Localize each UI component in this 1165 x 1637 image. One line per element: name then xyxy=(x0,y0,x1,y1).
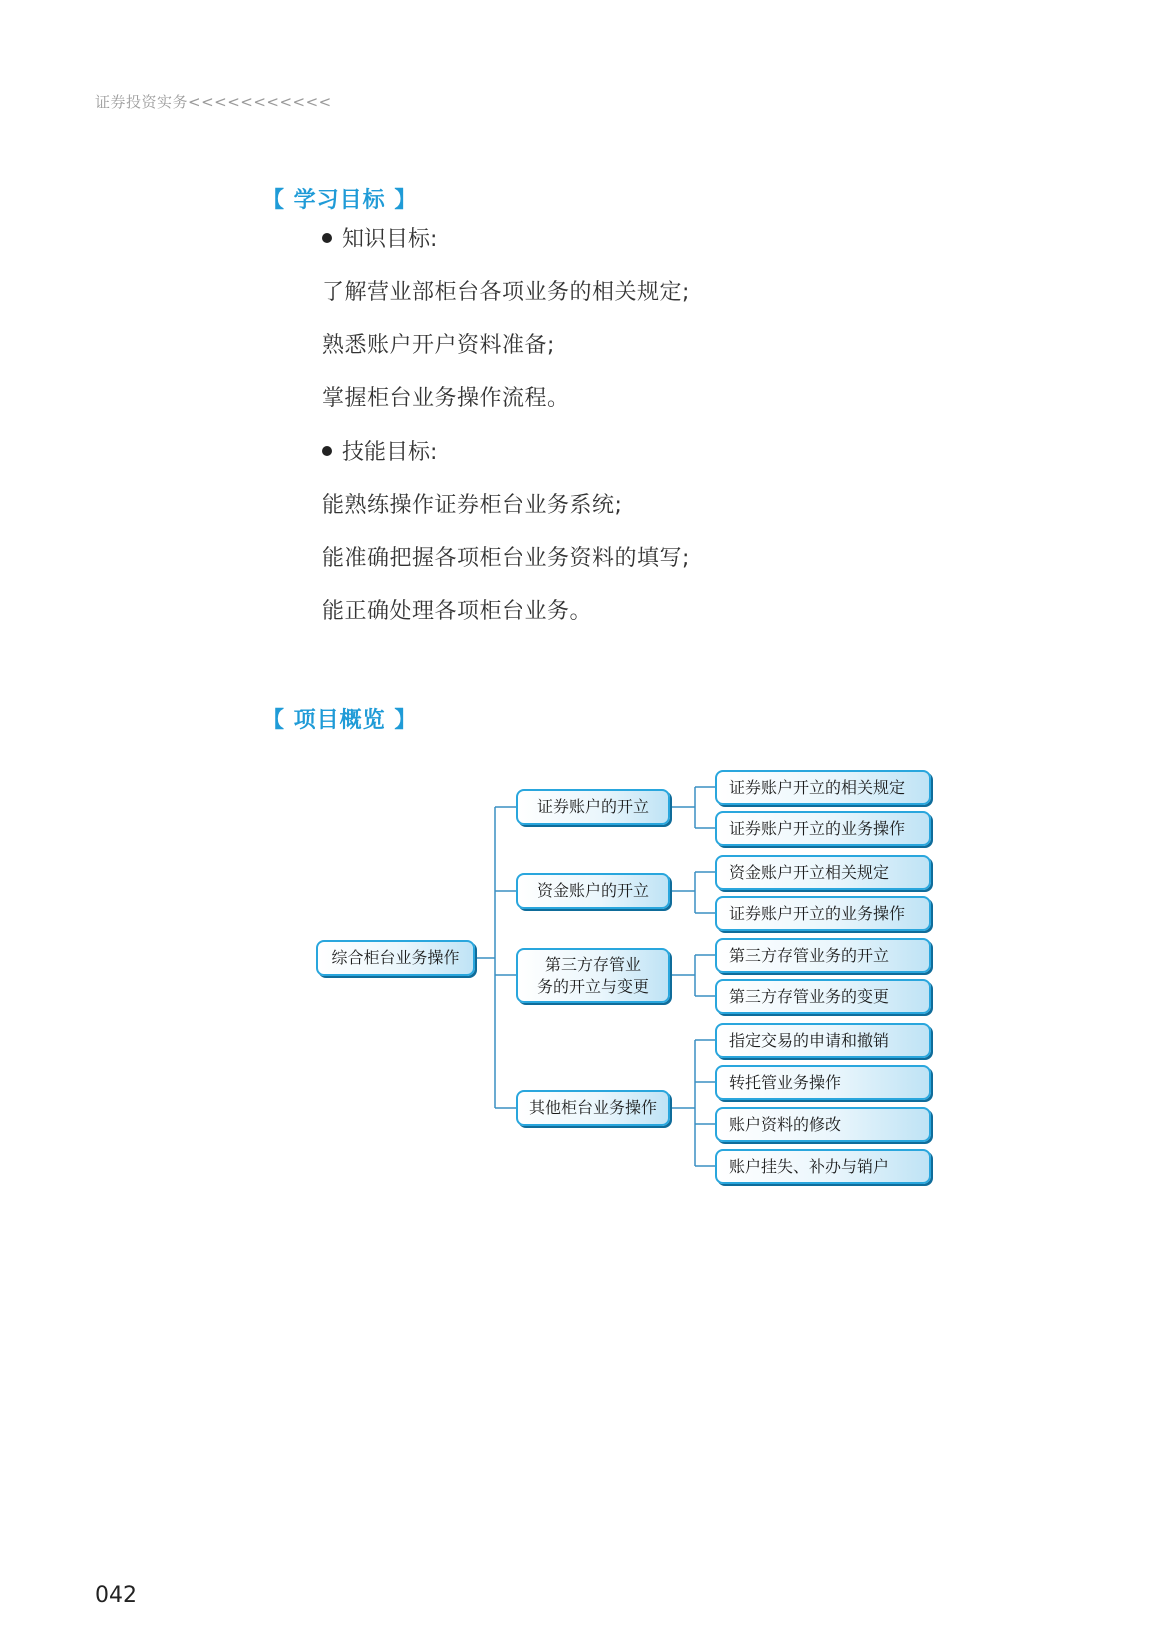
leaf-node: 账户资料的修改 xyxy=(715,1107,931,1142)
learning-goals-title: 【 学习目标 】 xyxy=(262,188,418,213)
branch-node-line: 务的开立与变更 xyxy=(536,976,649,996)
skill-goals-label: 技能目标: xyxy=(342,440,438,465)
page-number: 042 xyxy=(95,1583,137,1608)
leaf-node: 证券账户开立的业务操作 xyxy=(715,811,931,846)
leaf-node: 第三方存管业务的变更 xyxy=(715,979,931,1014)
skill-goal-item: 能熟练操作证券柜台业务系统; xyxy=(322,493,623,518)
skill-goal-item: 能正确处理各项柜台业务。 xyxy=(322,599,593,624)
leaf-node: 第三方存管业务的开立 xyxy=(715,938,931,973)
overview-title: 【 项目概览 】 xyxy=(262,708,418,733)
branch-node: 证券账户的开立 xyxy=(516,789,670,825)
knowledge-goals-label: 知识目标: xyxy=(342,227,438,252)
knowledge-goal-item: 熟悉账户开户资料准备; xyxy=(322,333,555,358)
leaf-node: 指定交易的申请和撤销 xyxy=(715,1023,931,1058)
leaf-node: 证券账户开立的相关规定 xyxy=(715,770,931,805)
branch-node: 资金账户的开立 xyxy=(516,873,670,909)
knowledge-goal-item: 掌握柜台业务操作流程。 xyxy=(322,386,570,411)
knowledge-goal-item: 了解营业部柜台各项业务的相关规定; xyxy=(322,280,690,305)
branch-node: 其他柜台业务操作 xyxy=(516,1090,670,1126)
knowledge-goals-heading xyxy=(322,222,437,253)
leaf-node: 转托管业务操作 xyxy=(715,1065,931,1100)
root-node: 综合柜台业务操作 xyxy=(316,940,475,976)
leaf-node: 账户挂失、补办与销户 xyxy=(715,1149,931,1184)
running-head: 证券投资实务<<<<<<<<<<< xyxy=(95,93,332,111)
branch-node xyxy=(516,948,670,1003)
skill-goals-heading xyxy=(322,435,437,466)
leaf-node: 资金账户开立相关规定 xyxy=(715,855,931,890)
branch-node-line: 第三方存管业 xyxy=(544,954,641,974)
leaf-node: 证券账户开立的业务操作 xyxy=(715,896,931,931)
bullet-icon xyxy=(322,446,332,456)
bullet-icon xyxy=(322,233,332,243)
skill-goal-item: 能准确把握各项柜台业务资料的填写; xyxy=(322,546,690,571)
